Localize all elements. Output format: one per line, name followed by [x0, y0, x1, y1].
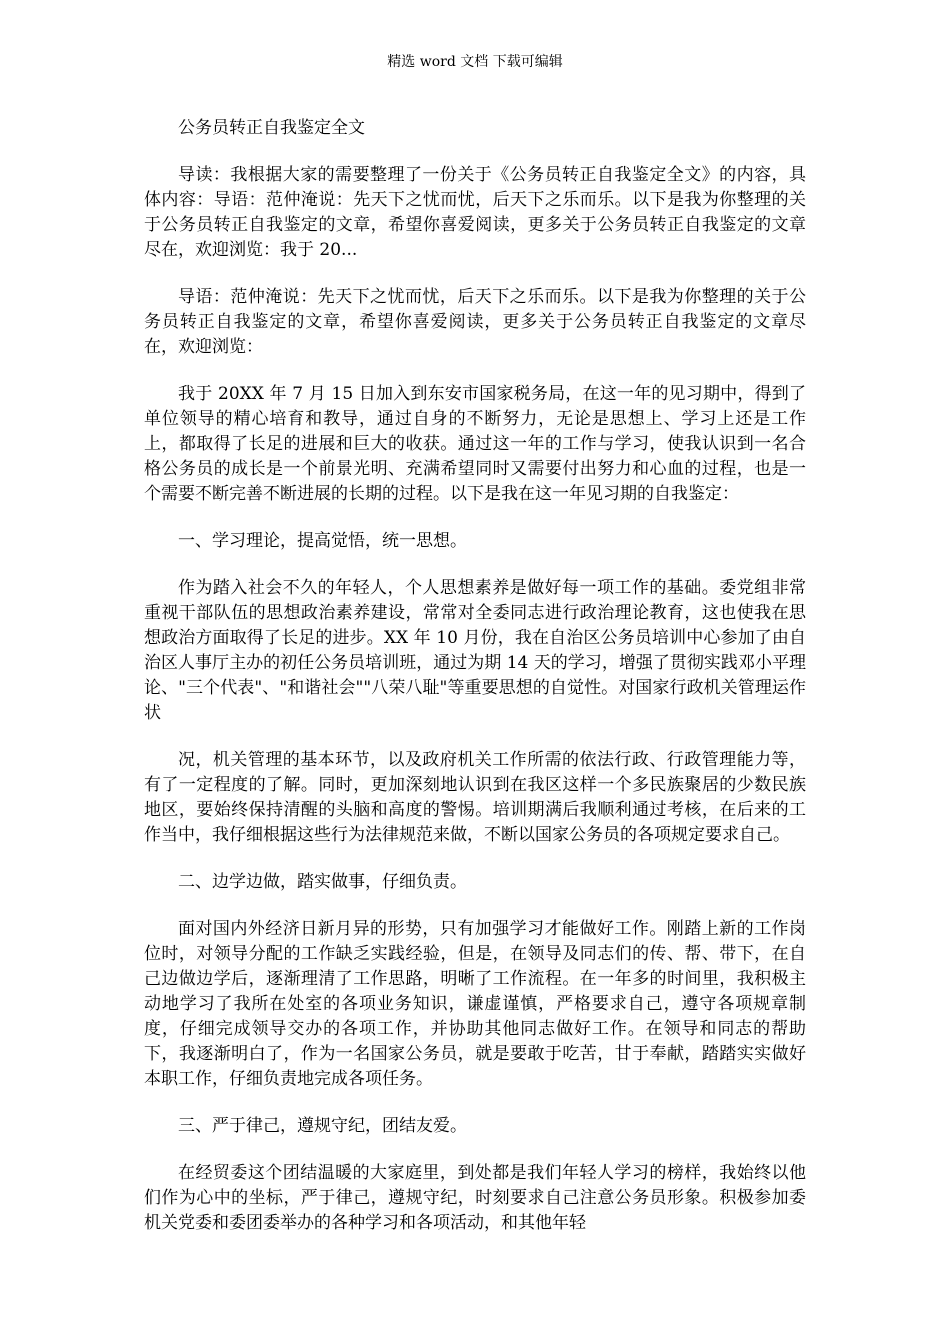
paragraph-section-1a: 作为踏入社会不久的年轻人，个人思想素养是做好每一项工作的基础。委党组非常重视干部队伍的思想政治素养建设，常常对全委同志进行政治理论教育，这也使我在思想政治方面取得了长足的进步。XX 年 10 月份，我在自治区公务员培训中心参加了由自治区人事厅主办的初任公务员培训班，通过为期 14 天的学习，增强了贯彻实践邓小平理论、"三个代表"、"和谐社会""八荣八耻"等重要思想的自觉性。对国家行政机关管理运作状	[144, 578, 806, 723]
paragraph-lead: 导语：范仲淹说：先天下之忧而忧，后天下之乐而乐。以下是我为你整理的关于公务员转正自我鉴定的文章，希望你喜爱阅读，更多关于公务员转正自我鉴定的文章尽在，欢迎浏览：	[144, 287, 806, 357]
document-title: 公务员转正自我鉴定全文	[178, 118, 365, 138]
paragraph-overview: 我于 20XX 年 7 月 15 日加入到东安市国家税务局，在这一年的见习期中，得到了单位领导的精心培育和教导，通过自身的不断努力，无论是思想上、学习上还是工作上，都取得了长足的进展和巨大的收获。通过这一年的工作与学习，使我认识到一名合格公务员的成长是一个前景光明、充满希望同时又需要付出努力和心血的过程，也是一个需要不断完善不断进展的长期的过程。以下是我在这一年见习期的自我鉴定：	[144, 384, 806, 504]
document-body	[144, 116, 806, 1258]
section-heading-3: 三、严于律己，遵规守纪，团结友爱。	[178, 1116, 467, 1136]
page-header: 精选 word 文档 下载可编辑	[387, 54, 563, 70]
paragraph-section-1b: 况，机关管理的基本环节，以及政府机关工作所需的依法行政、行政管理能力等，有了一定程度的了解。同时，更加深刻地认识到在我区这样一个多民族聚居的少数民族地区，要始终保持清醒的头脑和高度的警惕。培训期满后我顺利通过考核，在后来的工作当中，我仔细根据这些行为法律规范来做，不断以国家公务员的各项规定要求自己。	[144, 750, 806, 845]
paragraph-section-3: 在经贸委这个团结温暖的大家庭里，到处都是我们年轻人学习的榜样，我始终以他们作为心中的坐标，严于律己，遵规守纪，时刻要求自己注意公务员形象。积极参加委机关党委和委团委举办的各种学习和各项活动，和其他年轻	[144, 1163, 806, 1233]
paragraph-section-2: 面对国内外经济日新月异的形势，只有加强学习才能做好工作。刚踏上新的工作岗位时，对领导分配的工作缺乏实践经验，但是，在领导及同志们的传、帮、带下，在自己边做边学后，逐渐理清了工作思路，明晰了工作流程。在一年多的时间里，我积极主动地学习了我所在处室的各项业务知识，谦虚谨慎，严格要求自己，遵守各项规章制度，仔细完成领导交办的各项工作，并协助其他同志做好工作。在领导和同志的帮助下，我逐渐明白了，作为一名国家公务员，就是要敢于吃苦，甘于奉献，踏踏实实做好本职工作，仔细负责地完成各项任务。	[144, 919, 806, 1089]
section-heading-1: 一、学习理论，提高觉悟，统一思想。	[178, 531, 467, 551]
paragraph-intro: 导读：我根据大家的需要整理了一份关于《公务员转正自我鉴定全文》的内容，具体内容：导语：范仲淹说：先天下之忧而忧，后天下之乐而乐。以下是我为你整理的关于公务员转正自我鉴定的文章，希望你喜爱阅读，更多关于公务员转正自我鉴定的文章尽在，欢迎浏览：我于 20...	[144, 165, 806, 260]
section-heading-2: 二、边学边做，踏实做事，仔细负责。	[178, 872, 467, 892]
